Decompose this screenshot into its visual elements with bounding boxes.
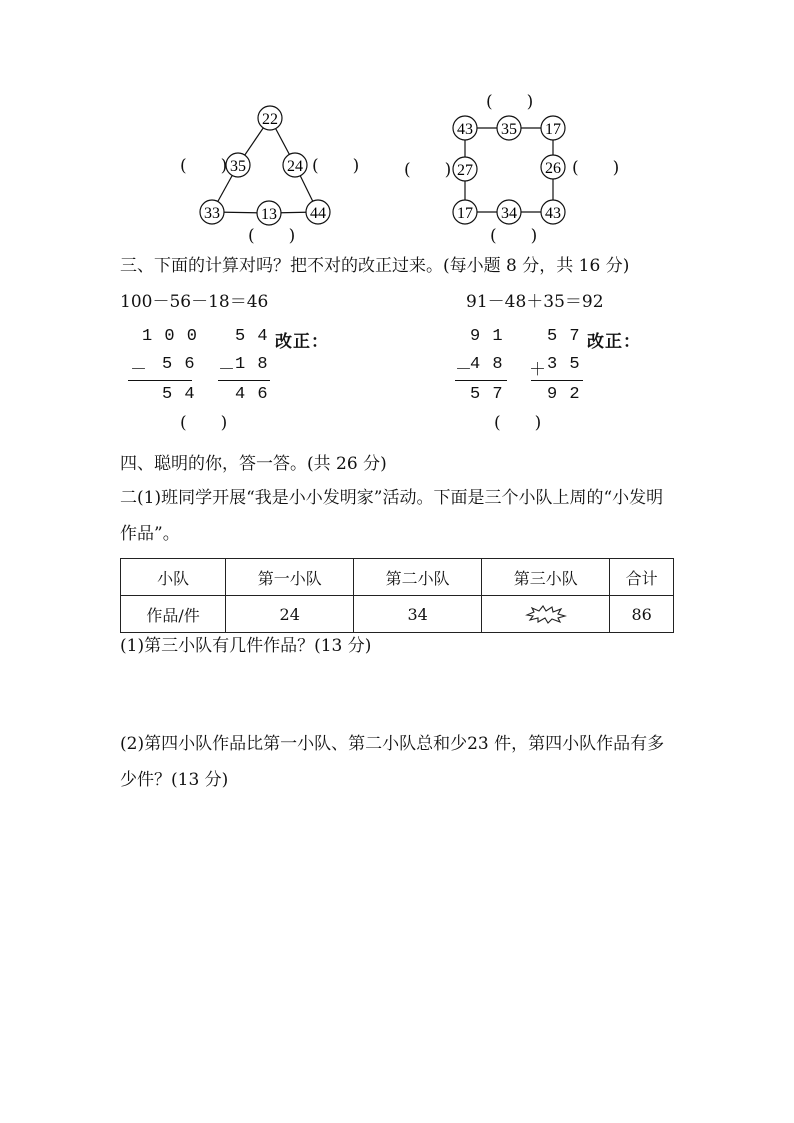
svg-text:44: 44 xyxy=(310,205,326,222)
calc-top: 1 0 0 xyxy=(142,327,199,346)
table-cell: 34 xyxy=(354,596,482,633)
svg-text:22: 22 xyxy=(262,111,278,128)
table-cell: 作品/件 xyxy=(121,596,226,633)
question-2: (2)第四小队作品比第一小队、第二小队总和少23 件，第四小队作品有多少件？(13 分) xyxy=(120,734,665,790)
calc-op: － xyxy=(130,362,148,381)
works-table xyxy=(120,558,674,633)
table-row xyxy=(121,596,674,633)
square-node xyxy=(453,116,477,140)
question-1: (1)第三小队有几件作品？(13 分) xyxy=(120,636,372,656)
calc-result: 9 2 xyxy=(547,385,581,404)
correction-label: 改正： xyxy=(275,332,329,352)
splat-icon xyxy=(524,603,568,625)
triangle-node xyxy=(200,200,224,224)
svg-text:24: 24 xyxy=(287,158,303,175)
calc-result: 4 6 xyxy=(235,385,269,404)
answer-blank[interactable]: ( ) xyxy=(404,160,452,180)
correction-label: 改正： xyxy=(587,332,641,352)
svg-text:27: 27 xyxy=(457,162,473,179)
table-header-row xyxy=(121,559,674,596)
equation-2: 91－48＋35＝92 xyxy=(466,292,604,312)
svg-text:35: 35 xyxy=(501,121,517,138)
square-puzzle xyxy=(440,108,580,228)
calc-rule xyxy=(218,380,270,381)
svg-text:17: 17 xyxy=(545,121,561,138)
calc-top: 9 1 xyxy=(470,327,504,346)
table-header: 第一小队 xyxy=(226,559,354,596)
table-cell: 86 xyxy=(610,596,674,633)
triangle-node xyxy=(257,201,281,225)
calc-op: ＋ xyxy=(529,362,547,381)
svg-text:13: 13 xyxy=(261,206,277,223)
calc-op: － xyxy=(455,362,473,381)
square-node xyxy=(453,200,477,224)
svg-text:33: 33 xyxy=(204,205,220,222)
svg-text:26: 26 xyxy=(545,160,561,177)
calc-bottom: 3 5 xyxy=(547,355,581,374)
calc-top: 5 7 xyxy=(547,327,581,346)
calc-rule xyxy=(531,380,583,381)
svg-text:34: 34 xyxy=(501,205,517,222)
judge-blank-2[interactable]: ( ) xyxy=(494,413,542,433)
square-node xyxy=(453,157,477,181)
calc-op: － xyxy=(218,362,236,381)
table-cell: 24 xyxy=(226,596,354,633)
calc-rule xyxy=(455,380,507,381)
section3-heading: 三、下面的计算对吗？把不对的改正过来。(每小题 8 分，共 16 分) xyxy=(120,256,630,276)
calc-result: 5 7 xyxy=(470,385,504,404)
triangle-node xyxy=(226,153,250,177)
table-header: 小队 xyxy=(121,559,226,596)
table-header: 第三小队 xyxy=(482,559,610,596)
triangle-node xyxy=(306,200,330,224)
section4-heading: 四、聪明的你，答一答。(共 26 分) xyxy=(120,454,387,474)
calc-top: 5 4 xyxy=(235,327,269,346)
answer-blank[interactable]: ( ) xyxy=(312,156,360,176)
calc-bottom: 4 8 xyxy=(470,355,504,374)
answer-blank[interactable]: ( ) xyxy=(248,226,296,246)
table-header: 合计 xyxy=(610,559,674,596)
answer-blank[interactable]: ( ) xyxy=(486,92,534,112)
square-node xyxy=(497,116,521,140)
square-node xyxy=(497,200,521,224)
section4-intro: 二(1)班同学开展“我是小小发明家”活动。下面是三个小队上周的“小发明作品”。 xyxy=(120,488,664,544)
triangle-node xyxy=(283,153,307,177)
svg-text:17: 17 xyxy=(457,205,473,222)
calc-bottom: 5 6 xyxy=(162,355,196,374)
equation-1: 100－56－18＝46 xyxy=(120,292,269,312)
svg-text:43: 43 xyxy=(457,121,473,138)
svg-text:43: 43 xyxy=(545,205,561,222)
judge-blank-1[interactable]: ( ) xyxy=(180,413,228,433)
answer-blank[interactable]: ( ) xyxy=(180,156,228,176)
table-cell-obscured xyxy=(482,596,610,633)
square-node xyxy=(541,155,565,179)
square-node xyxy=(541,116,565,140)
answer-blank[interactable]: ( ) xyxy=(490,226,538,246)
calc-result: 5 4 xyxy=(162,385,196,404)
table-header: 第二小队 xyxy=(354,559,482,596)
svg-text:35: 35 xyxy=(230,158,246,175)
calc-rule xyxy=(128,380,192,381)
square-node xyxy=(541,200,565,224)
calc-bottom: 1 8 xyxy=(235,355,269,374)
vertical-calc-1 xyxy=(120,325,440,435)
answer-blank[interactable]: ( ) xyxy=(572,158,620,178)
triangle-node xyxy=(258,106,282,130)
